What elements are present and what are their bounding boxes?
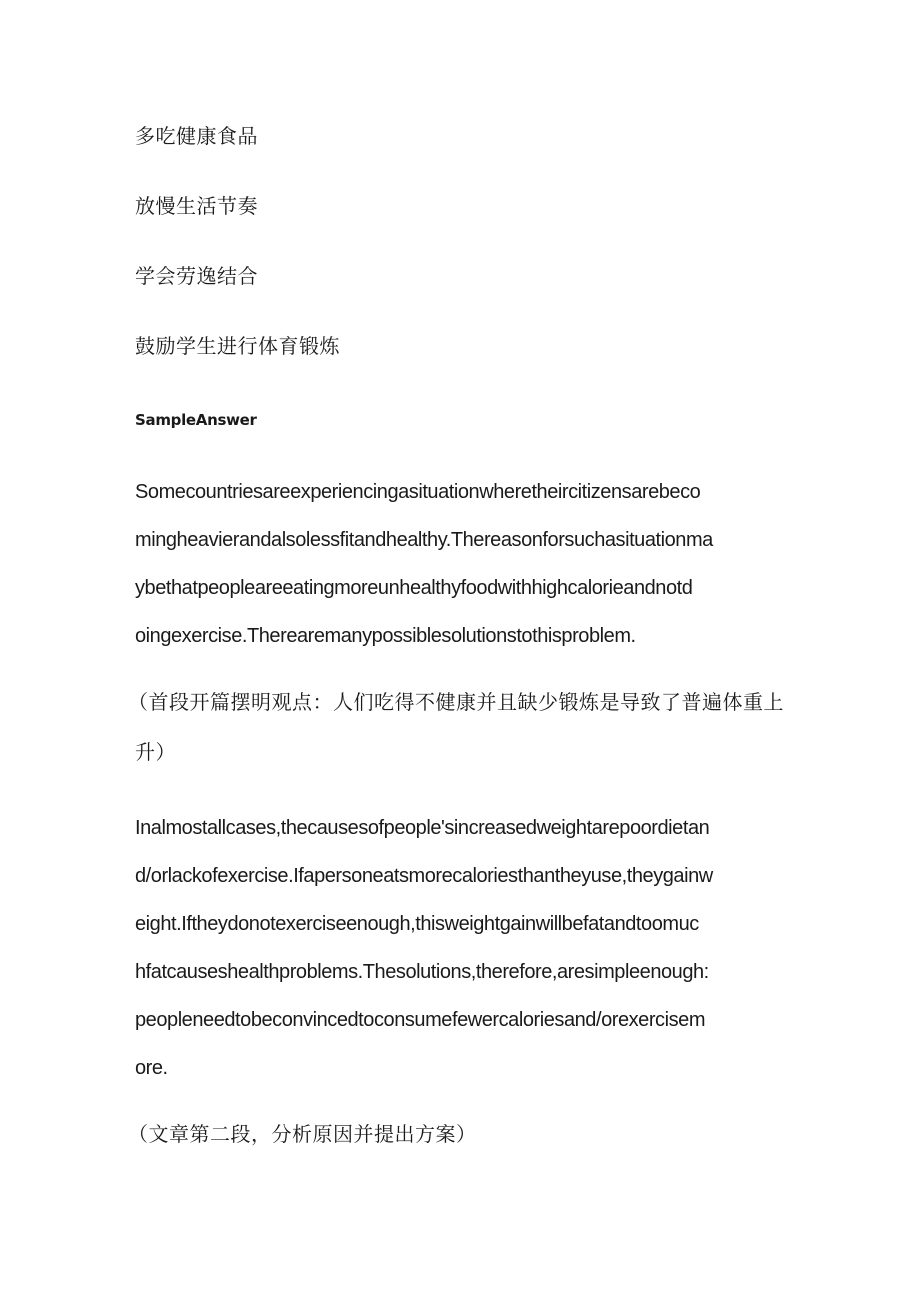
- paragraph-1-line: mingheavierandalsolessfitandhealthy.Thereasonforsuchasituationma: [135, 529, 713, 551]
- paragraph-2-line: ore.: [135, 1057, 168, 1079]
- tip-balance-work-and-rest: 学会劳逸结合: [135, 264, 258, 288]
- paragraph-1-line: ybethatpeopleareeatingmoreunhealthyfoodwithhighcalorieandnotd: [135, 577, 693, 599]
- paragraph-2-line: d/orlackofexercise.Ifapersoneatsmorecaloriesthantheyuse,theygainw: [135, 865, 713, 887]
- paragraph-2-line: hfatcauseshealthproblems.Thesolutions,therefore,aresimpleenough:: [135, 961, 709, 983]
- note-2: （文章第二段，分析原因并提出方案）: [128, 1122, 477, 1146]
- note-1-line: （首段开篇摆明观点：人们吃得不健康并且缺少锻炼是导致了普遍体重上: [128, 690, 784, 714]
- paragraph-1-line: oingexercise.Therearemanypossiblesolutionstothisproblem.: [135, 625, 636, 647]
- paragraph-2-line: peopleneedtobeconvincedtoconsumefewercaloriesand/orexercisem: [135, 1009, 706, 1031]
- tip-slow-down-life-pace: 放慢生活节奏: [135, 194, 258, 218]
- tip-encourage-exercise: 鼓励学生进行体育锻炼: [135, 334, 340, 358]
- paragraph-2-line: eight.Iftheydonotexerciseenough,thisweightgainwillbefatandtoomuc: [135, 913, 699, 935]
- note-1-line: 升）: [135, 740, 176, 764]
- paragraph-1-line: Somecountriesareexperiencingasituationwheretheircitizensarebeco: [135, 481, 701, 503]
- sample-answer-heading: SampleAnswer: [135, 411, 257, 429]
- tip-eat-healthy-food: 多吃健康食品: [135, 124, 258, 148]
- paragraph-2-line: Inalmostallcases,thecausesofpeople'sincreasedweightarepoordietan: [135, 817, 710, 839]
